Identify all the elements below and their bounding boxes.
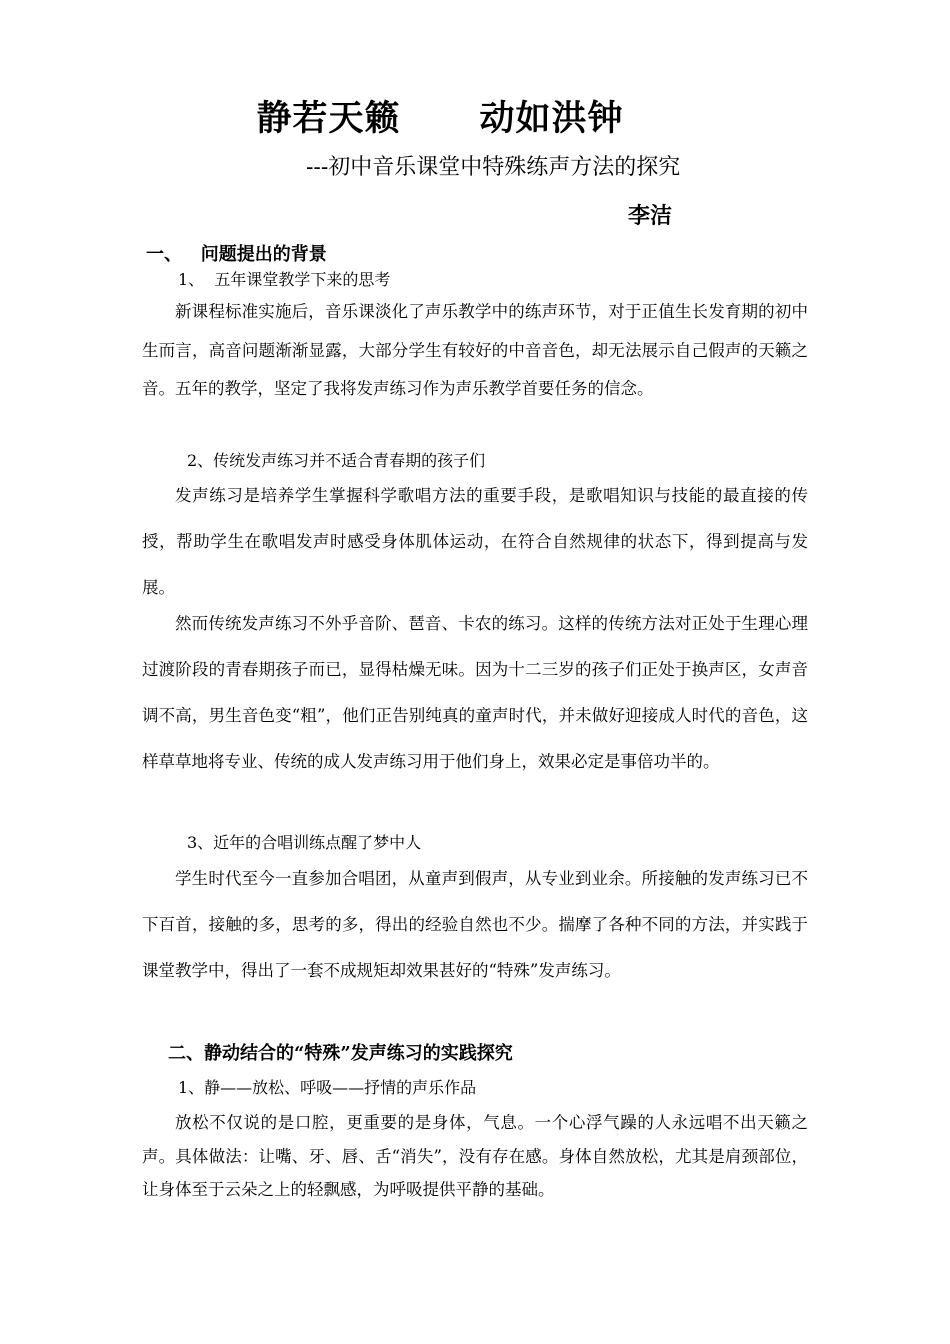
paragraph-vocal-practice-purpose: 发声练习是培养学生掌握科学歌唱方法的重要手段，是歌唱知识与技能的最直接的传授，帮助学生在歌唱发声时感受身体肌体运动，在符合自然规律的状态下，得到提高与发展。	[142, 486, 808, 597]
document-subtitle: ---初中音乐课堂中特殊练声方法的探究	[306, 155, 681, 180]
document-title: 静若天籁 动如洪钟	[256, 99, 624, 139]
section-heading-practice: 二、静动结合的“特殊”发声练习的实践探究	[168, 1043, 513, 1064]
paragraph-relaxation: 放松不仅说的是口腔，更重要的是身体，气息。一个心浮气躁的人永远唱不出天籁之声。具体做法：让嘴、牙、唇、舌“消失”，没有存在感。身体自然放松，尤其是肩颈部位，让身体至于云朵之上的轻飘感，为呼吸提供平静的基础。	[142, 1113, 808, 1199]
paragraph-new-curriculum: 新课程标准实施后，音乐课淡化了声乐教学中的练声环节，对于正值生长发育期的初中生而言，高音问题渐渐显露，大部分学生有较好的中音音色，却无法展示自己假声的天籁之音。五年的教学，坚定了我将发声练习作为声乐教学首要任务的信念。	[142, 302, 808, 398]
paragraph-choir-experience: 学生时代至今一直参加合唱团，从童声到假声，从专业到业余。所接触的发声练习已不下百首，接触的多，思考的多，得出的经验自然也不少。揣摩了各种不同的方法，并实践于课堂教学中，得出了一套不成规矩却效果甚好的“特殊”发声练习。	[142, 869, 808, 980]
section-heading-background: 一、 问题提出的背景	[146, 244, 327, 265]
paragraph-traditional-methods: 然而传统发声练习不外乎音阶、琶音、卡农的练习。这样的传统方法对正处于生理心理过渡阶段的青春期孩子而已，显得枯燥无味。因为十二三岁的孩子们正处于换声区，女声音调不高，男生音色变“粗”，他们正告别纯真的童声时代，并未做好迎接成人时代的音色，这样草草地将专业、传统的成人发声练习用于他们身上，效果必定是事倍功半的。	[142, 614, 808, 771]
subheading-choir-training: 3、近年的合唱训练点醒了梦中人	[187, 833, 422, 852]
author-name: 李洁	[628, 204, 673, 229]
subheading-traditional-practice: 2、传统发声练习并不适合青春期的孩子们	[187, 451, 486, 470]
subheading-relaxation-breathing: 1、静——放松、呼吸——抒情的声乐作品	[178, 1078, 477, 1097]
subheading-five-years: 1、 五年课堂教学下来的思考	[178, 270, 391, 289]
